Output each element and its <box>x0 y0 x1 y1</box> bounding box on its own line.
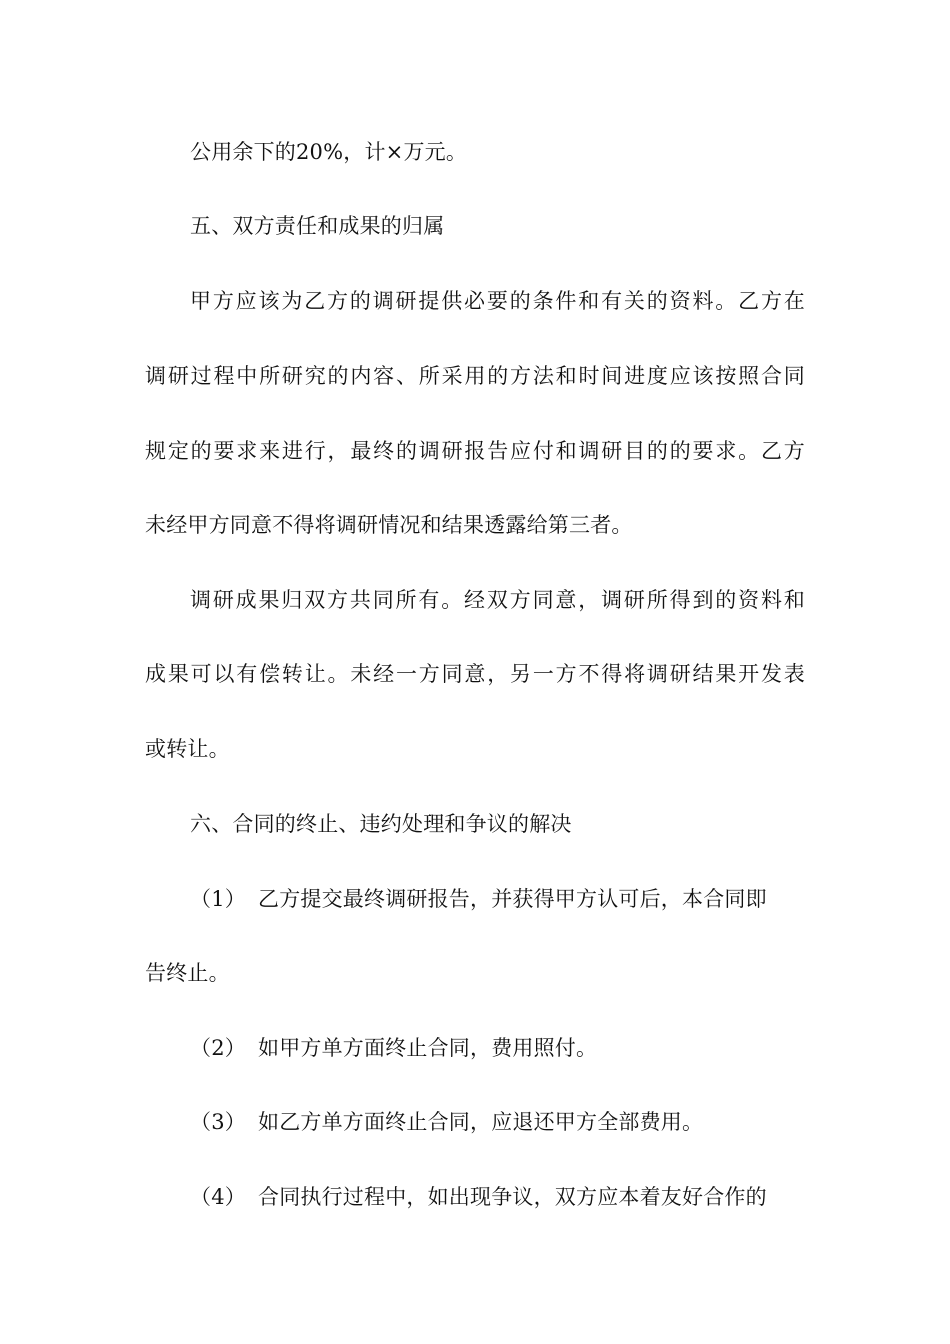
section-heading-five: 五、双方责任和成果的归属 <box>190 214 445 238</box>
paragraph-line: 或转让。 <box>145 737 230 761</box>
list-item <box>190 1182 805 1212</box>
list-item-text: 乙方提交最终调研报告，并获得甲方认可后，本合同即 <box>258 887 767 911</box>
list-item-text: 如乙方单方面终止合同，应退还甲方全部费用。 <box>258 1110 704 1134</box>
section-heading-six: 六、合同的终止、违约处理和争议的解决 <box>190 812 572 836</box>
list-item-number: （2） <box>190 1036 246 1060</box>
paragraph-line: 成果可以有偿转让。未经一方同意，另一方不得将调研结果开发表 <box>145 662 805 686</box>
list-item-number: （4） <box>190 1185 246 1209</box>
paragraph-line: 规定的要求来进行，最终的调研报告应付和调研目的的要求。乙方 <box>145 439 805 463</box>
paragraph-line: 调研成果归双方共同所有。经双方同意，调研所得到的资料和 <box>190 588 805 612</box>
list-item <box>190 1107 805 1137</box>
list-item-continuation: 告终止。 <box>145 961 230 985</box>
paragraph-line: 甲方应该为乙方的调研提供必要的条件和有关的资料。乙方在 <box>190 289 805 313</box>
list-item <box>190 884 805 914</box>
list-item-number: （3） <box>190 1110 246 1134</box>
list-item-number: （1） <box>190 887 246 911</box>
paragraph-line: 调研过程中所研究的内容、所采用的方法和时间进度应该按照合同 <box>145 364 805 388</box>
list-item-text: 如甲方单方面终止合同，费用照付。 <box>258 1036 598 1060</box>
list-item-text: 合同执行过程中，如出现争议，双方应本着友好合作的 <box>258 1185 767 1209</box>
paragraph-line: 未经甲方同意不得将调研情况和结果透露给第三者。 <box>145 513 633 537</box>
list-item <box>190 1033 805 1063</box>
paragraph-line: 公用余下的20%，计×万元。 <box>190 140 468 164</box>
